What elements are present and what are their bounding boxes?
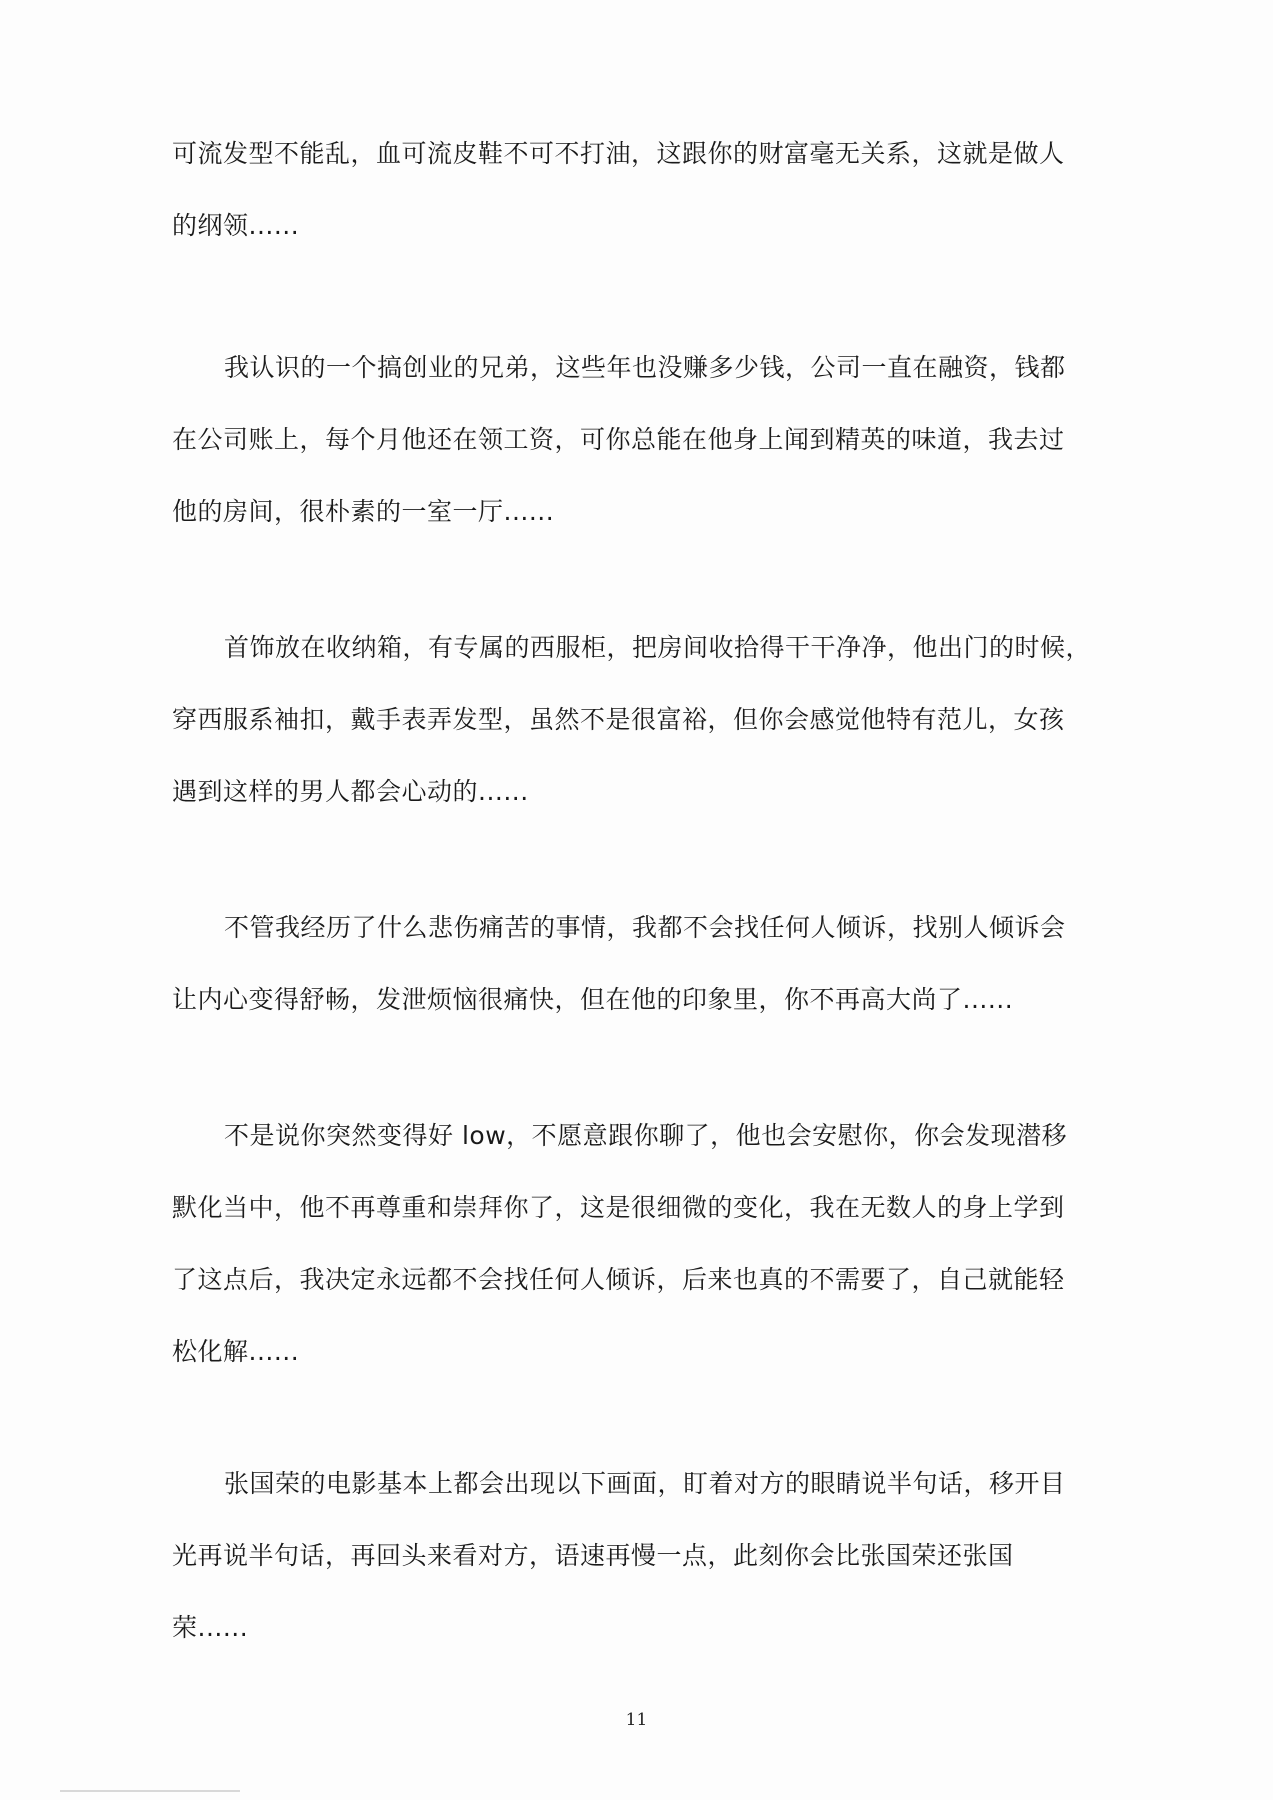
paragraph-line: 默化当中，他不再尊重和崇拜你了，这是很细微的变化，我在无数人的身上学到 bbox=[172, 1193, 1065, 1222]
paragraph bbox=[172, 1448, 1066, 1664]
paragraph-line: 不是说你突然变得好 low，不愿意跟你聊了，他也会安慰你，你会发现潜移 bbox=[224, 1121, 1068, 1150]
paragraph bbox=[172, 1100, 1068, 1388]
page-number: 11 bbox=[625, 1710, 648, 1730]
paragraph-line: 松化解...... bbox=[172, 1337, 300, 1366]
paragraph-line: 的纲领...... bbox=[172, 211, 300, 240]
paragraph bbox=[172, 612, 1092, 828]
paragraph-line: 在公司账上，每个月他还在领工资，可你总能在他身上闻到精英的味道，我去过 bbox=[172, 425, 1065, 454]
paragraph-line: 首饰放在收纳箱，有专属的西服柜，把房间收拾得干干净净，他出门的时候， bbox=[224, 633, 1092, 662]
paragraph-line: 张国荣的电影基本上都会出现以下画面，盯着对方的眼睛说半句话，移开目 bbox=[224, 1469, 1066, 1498]
paragraph-line: 遇到这样的男人都会心动的...... bbox=[172, 777, 529, 806]
paragraph-line: 让内心变得舒畅，发泄烦恼很痛快，但在他的印象里，你不再高大尚了...... bbox=[172, 985, 1014, 1014]
paragraph-line: 他的房间，很朴素的一室一厅...... bbox=[172, 497, 555, 526]
paragraph bbox=[172, 892, 1066, 1036]
paragraph-line: 了这点后，我决定永远都不会找任何人倾诉，后来也真的不需要了，自己就能轻 bbox=[172, 1265, 1065, 1294]
paragraph bbox=[172, 118, 1065, 262]
paragraph-line: 光再说半句话，再回头来看对方，语速再慢一点，此刻你会比张国荣还张国 bbox=[172, 1541, 1014, 1570]
paragraph-line: 可流发型不能乱，血可流皮鞋不可不打油，这跟你的财富毫无关系，这就是做人 bbox=[172, 139, 1065, 168]
paragraph-line: 穿西服系袖扣，戴手表弄发型，虽然不是很富裕，但你会感觉他特有范儿，女孩 bbox=[172, 705, 1065, 734]
paragraph-line: 不管我经历了什么悲伤痛苦的事情，我都不会找任何人倾诉，找别人倾诉会 bbox=[224, 913, 1066, 942]
scan-edge-mark bbox=[60, 1790, 240, 1792]
paragraph bbox=[172, 332, 1066, 548]
paragraph-line: 我认识的一个搞创业的兄弟，这些年也没赚多少钱，公司一直在融资，钱都 bbox=[224, 353, 1066, 382]
paragraph-line: 荣...... bbox=[172, 1613, 249, 1642]
